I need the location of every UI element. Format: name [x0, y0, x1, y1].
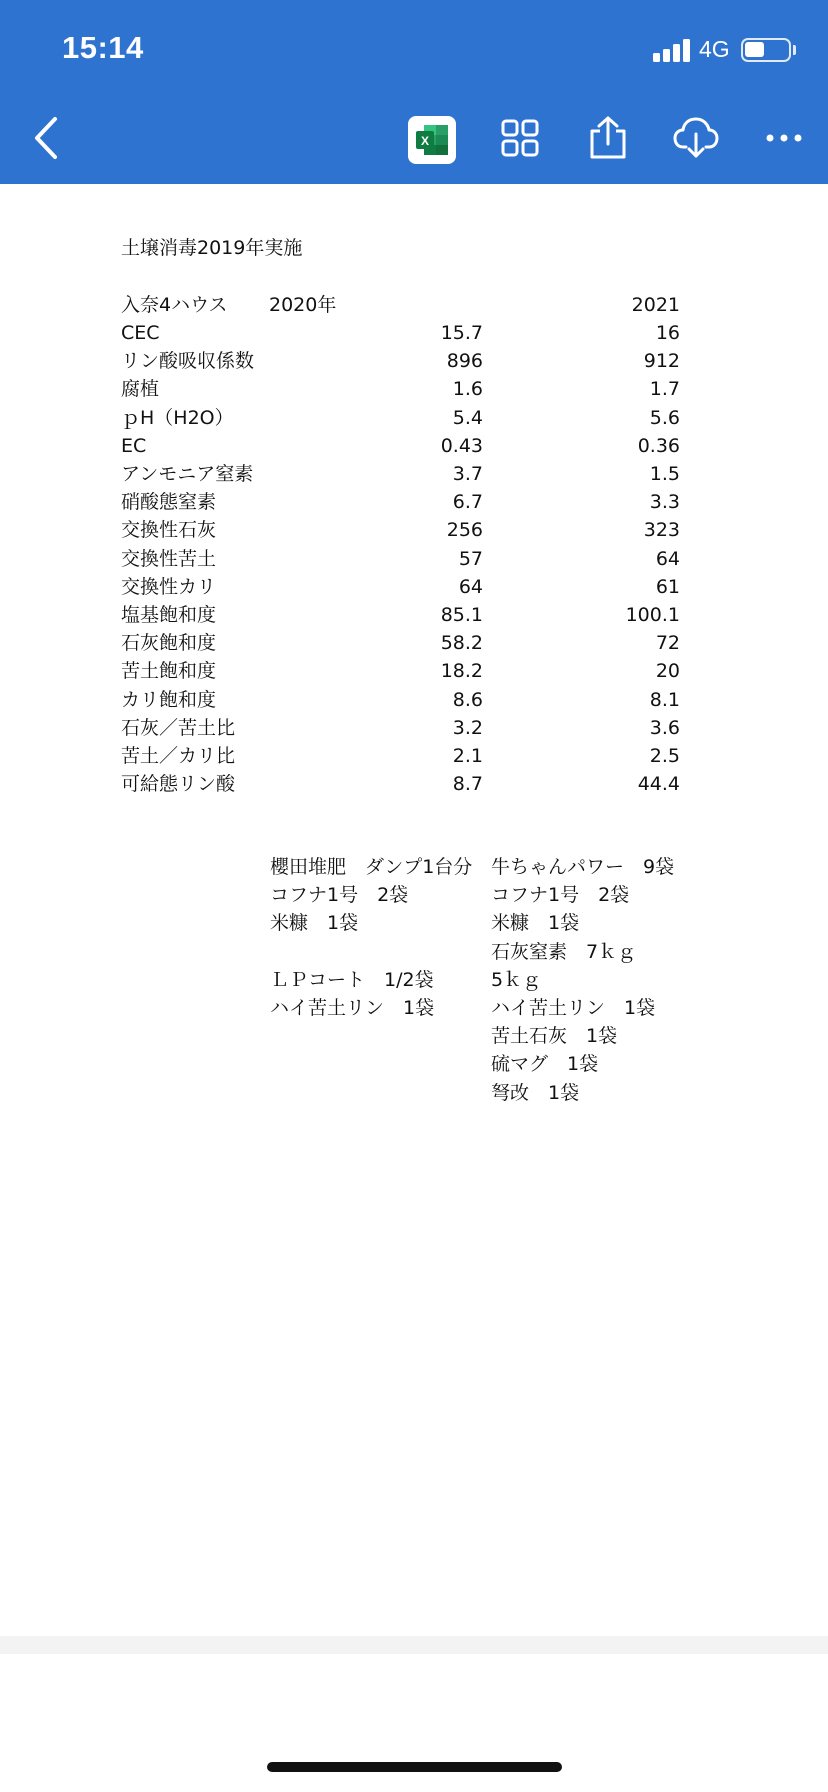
- fertilizer-2021-item: 苦土石灰 1袋: [491, 1025, 618, 1047]
- fertilizer-2021-item: 弩改 1袋: [491, 1082, 580, 1104]
- value-2020: 2.1: [452, 745, 483, 767]
- row-label: 交換性カリ: [121, 576, 217, 598]
- value-2021: 16: [655, 322, 680, 344]
- value-2021: 3.6: [649, 717, 680, 739]
- value-2020: 18.2: [440, 660, 483, 682]
- more-options-button[interactable]: [758, 112, 810, 164]
- fertilizer-2020-item: 米糠 1袋: [270, 912, 359, 934]
- share-button[interactable]: [582, 112, 634, 164]
- fertilizer-2021-item: 硫マグ 1袋: [491, 1053, 599, 1075]
- row-label: 硝酸態窒素: [121, 491, 217, 513]
- fertilizer-2020-item: コフナ1号 2袋: [270, 884, 409, 906]
- excel-app-button[interactable]: [408, 116, 456, 164]
- value-2020: 64: [458, 576, 483, 598]
- row-label: 交換性苦土: [121, 548, 217, 570]
- value-2020: 6.7: [452, 491, 483, 513]
- row-label: 塩基飽和度: [121, 604, 217, 626]
- cellular-signal-icon: [653, 38, 693, 62]
- more-dots-icon: [764, 133, 804, 143]
- grid-view-button[interactable]: [494, 112, 546, 164]
- row-label: アンモニア窒素: [121, 463, 254, 485]
- value-2020: 58.2: [440, 632, 483, 654]
- value-2021: 20: [655, 660, 680, 682]
- fertilizer-2020-item: 櫻田堆肥 ダンプ1台分: [270, 856, 473, 878]
- fertilizer-2021-item: 米糠 1袋: [491, 912, 580, 934]
- row-label: リン酸吸収係数: [121, 350, 255, 372]
- value-2020: 5.4: [452, 407, 483, 429]
- value-2020: 8.6: [452, 689, 483, 711]
- value-2020: 256: [446, 519, 483, 541]
- fertilizer-2021-item: 牛ちゃんパワー 9袋: [491, 856, 675, 878]
- value-2020: 57: [458, 548, 483, 570]
- grid-icon: [500, 118, 540, 158]
- row-label: 腐植: [121, 378, 160, 400]
- row-label: 苦土／カリ比: [121, 745, 236, 767]
- sheet-title: 土壌消毒2019年実施: [121, 237, 303, 259]
- value-2021: 61: [655, 576, 680, 598]
- value-2021: 1.5: [649, 463, 680, 485]
- fertilizer-2021-item: 石灰窒素 7ｋｇ: [491, 941, 637, 963]
- house-label: 入奈4ハウス: [121, 294, 228, 316]
- value-2021: 912: [643, 350, 680, 372]
- row-label: カリ飽和度: [121, 689, 217, 711]
- back-button[interactable]: [20, 112, 72, 164]
- value-2020: 0.43: [440, 435, 483, 457]
- top-toolbar: [0, 0, 828, 184]
- row-label: 石灰飽和度: [121, 632, 217, 654]
- fertilizer-2021-item: 5ｋｇ: [491, 969, 542, 991]
- row-label: 可給態リン酸: [121, 773, 236, 795]
- value-2020: 15.7: [440, 322, 483, 344]
- row-label: 交換性石灰: [121, 519, 217, 541]
- fertilizer-2020-item: ＬＰコート 1/2袋: [270, 969, 434, 991]
- home-indicator[interactable]: [267, 1762, 562, 1772]
- spreadsheet-preview[interactable]: [0, 184, 828, 1636]
- value-2021: 64: [655, 548, 680, 570]
- value-2021: 2.5: [649, 745, 680, 767]
- excel-letter: X: [420, 134, 430, 148]
- battery-icon: [741, 38, 791, 62]
- row-label: 苦土飽和度: [121, 660, 217, 682]
- value-2021: 8.1: [649, 689, 680, 711]
- value-2021: 44.4: [637, 773, 680, 795]
- value-2021: 3.3: [649, 491, 680, 513]
- share-icon: [588, 115, 628, 161]
- row-label: EC: [121, 435, 147, 457]
- row-label: 石灰／苦土比: [121, 717, 236, 739]
- value-2021: 100.1: [625, 604, 680, 626]
- chevron-left-icon: [31, 115, 61, 161]
- network-type: 4G: [699, 36, 730, 62]
- value-2020: 1.6: [452, 378, 483, 400]
- value-2020: 8.7: [452, 773, 483, 795]
- preview-bottom-band: [0, 1636, 828, 1654]
- value-2020: 85.1: [440, 604, 483, 626]
- cloud-download-icon: [673, 117, 719, 159]
- status-time: 15:14: [62, 30, 144, 65]
- row-label: CEC: [121, 322, 160, 344]
- value-2021: 1.7: [649, 378, 680, 400]
- fertilizer-2021-item: コフナ1号 2袋: [491, 884, 630, 906]
- fertilizer-2020-item: ハイ苦土リン 1袋: [270, 997, 435, 1019]
- value-2021: 0.36: [637, 435, 680, 457]
- column-header-2020: 2020年: [269, 294, 337, 316]
- battery-tip: [793, 45, 796, 55]
- row-label: ｐH（H2O）: [121, 407, 234, 429]
- column-header-2021: 2021: [631, 294, 680, 316]
- value-2021: 5.6: [649, 407, 680, 429]
- value-2020: 3.2: [452, 717, 483, 739]
- download-button[interactable]: [670, 112, 722, 164]
- excel-app-icon: [414, 122, 450, 158]
- value-2021: 323: [643, 519, 680, 541]
- fertilizer-2021-item: ハイ苦土リン 1袋: [491, 997, 656, 1019]
- value-2020: 3.7: [452, 463, 483, 485]
- value-2021: 72: [655, 632, 680, 654]
- value-2020: 896: [446, 350, 483, 372]
